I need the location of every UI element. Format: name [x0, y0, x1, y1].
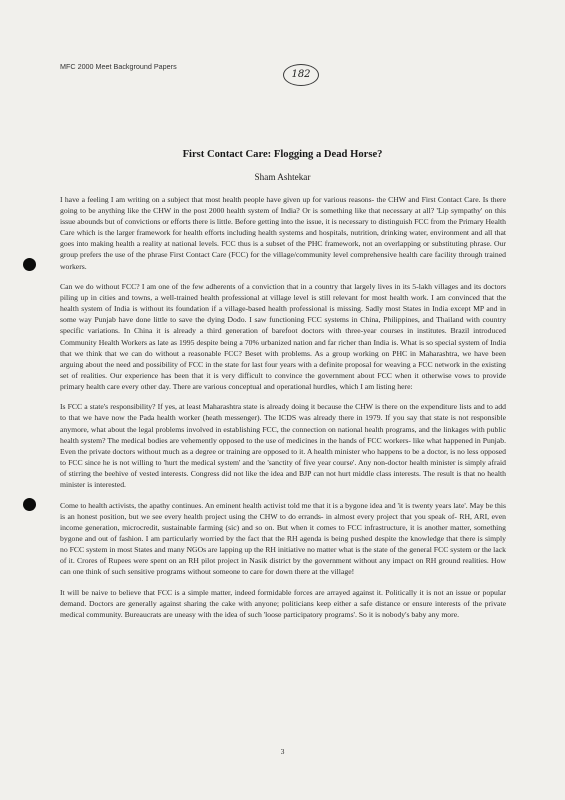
paragraph: Is FCC a state's responsibility? If yes, at least Maharashtra state is already doing it because the CHW is there on the expenditure lists and to add to that we have now the Pada health worker (heath messenger). The ICDS was already there in 1979. If you say that state is not responsible anymore, what about the legal problems involved in establishing FCC, the connection on national health programs, and the linkages with public health system? The medical bodies are vehemently opposed to the use of medicines in the hands of FCC workers- like what happened in Punjab. Even the private doctors without much as a degree or training are opposed to it. A health minister who happens to be a doctor, is no less opposed to FCC since he is not willing to 'hurt the medical system' and the 'sanctity of five year course'. Any non-doctor health minister is simply afraid of stirring the beehive of vested interests. Congress did not like the idea and BJP can not hurt middle class interests. The result is that no health minister is interested. — [60, 402, 506, 490]
punch-hole-top — [23, 258, 36, 271]
page-number: 3 — [280, 747, 285, 756]
header-series: MFC 2000 Meet Background Papers — [60, 62, 177, 71]
article-title: First Contact Care: Flogging a Dead Horse? — [182, 149, 383, 160]
page-stamp-number: 182 — [283, 64, 319, 86]
paragraph: Come to health activists, the apathy continues. An eminent health activist told me that it is a bygone idea and 'it is twenty years late'. May be this is an honest position, but we see every health project using the CHW to do errands- in almost every project that you speak of- RH, ARI, even income generation, microcredit, sustainable farming (sic) and so on. But when it comes to FCC infrastructure, it is another matter, something bygone and out of fashion. I am particularly worried by the fact that the RH agenda is being pushed despite the knowledge that there is simply no FCC system in most States and many NGOs are lapping up the RH initiative no matter what is the state of the general FCC system or the lack of it. Crores of Rupees were spent on an RH pilot project in Nasik district by the government without any impact on RH ground realities. How can one think of such sensitive programs without someone to care for down there at the village! — [60, 500, 506, 577]
article-author: Sham Ashtekar — [254, 172, 311, 182]
article-body — [60, 194, 506, 629]
paragraph: It will be naive to believe that FCC is a simple matter, indeed formidable forces are arrayed against it. Politically it is not an issue or popular demand. Doctors are generally against sharing the cake with anyone; politicians keep either a safe distance or ensure interests of the private medical community. Bureaucrats are uneasy with the idea of such 'loose participatory programs'. So it is nobody's baby any more. — [60, 587, 506, 619]
paragraph: Can we do without FCC? I am one of the few adherents of a conviction that in a country that largely lives in its 5-lakh villages and its doctors piling up in cities and towns, a well-trained health professional at village level is still relevant for most health work. I am convinced that the health system of India is without its foundation if a village-based health professional is missing. Sadly most States in India except MP and in some way Punjab have done little to save the dying Dodo. I saw functioning FCC systems in China, Philippines, and Thailand with country specific variations. In China it is already a third generation of barefoot doctors with three-year courses in institutes. Brazil introduced Community Health Workers as late as 1995 despite being a 70% urbanized nation and far richer than India is. What is so special system of India that we think that we can do without a reasonable FCC? Beset with problems. As a group working on PHC in Maharashtra, we have been arguing about the need and possibility of FCC in the state for last four years with a definite proposal for weaving a FCC network in the existing set of realities. Our experience has been that it is very difficult to convince the government about FCC when it otherwise vows to provide primary health care every other day. There are various conceptual and operational hurdles, which I am listing here: — [60, 282, 506, 391]
paragraph: I have a feeling I am writing on a subject that most health people have given up for various reasons- the CHW and First Contact Care. Is there going to be anything like the CHW in the post 2000 health system of India? Or is something like that necessary at all? 'Lip sympathy' on this issue abounds but of convictions or efforts there is little. Before getting into the issue, it is necessary to distinguish FCC from the Primary Health Care which is the larger framework for health efforts including health systems and hospitals, nutrition, drinking water, environment and all that goes into making health a reality at national levels. FCC thus is a subset of the PHC framework, not an overlapping or substituting phrase. Our group prefers the use of the phrase First Contact Care (FCC) for the village/community level comprehensive health care facility through trained workers. — [60, 195, 506, 271]
punch-hole-bottom — [23, 498, 36, 511]
